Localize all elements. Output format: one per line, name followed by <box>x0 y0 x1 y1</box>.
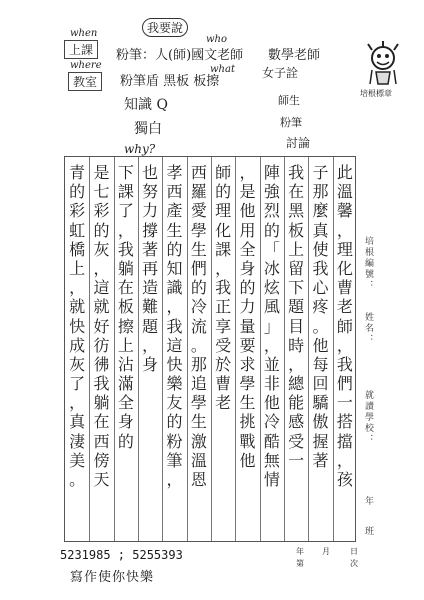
essay-char: 全 <box>117 393 134 413</box>
essay-char: 西 <box>190 163 207 182</box>
essay-char: 驕 <box>312 393 329 413</box>
essay-char: 擋 <box>336 431 353 451</box>
grid-column-divider <box>162 157 163 541</box>
essay-char: 情 <box>263 470 280 489</box>
essay-char: 曹 <box>215 374 232 394</box>
essay-char: 的 <box>263 220 280 240</box>
essay-column <box>140 163 160 374</box>
essay-char: 淒 <box>69 431 86 451</box>
essay-char: 再 <box>142 258 159 278</box>
essay-char: 沾 <box>117 354 134 374</box>
essay-char: 我 <box>117 239 134 259</box>
essay-char: ， <box>288 354 305 374</box>
essay-char: 這 <box>166 335 183 355</box>
essay-char: ， <box>93 258 110 278</box>
essay-char: 力 <box>239 297 256 317</box>
essay-char: 撐 <box>142 220 159 240</box>
essay-char: 也 <box>142 163 159 182</box>
essay-char: 西 <box>166 182 183 202</box>
essay-char: 著 <box>142 239 159 259</box>
essay-char: 美 <box>69 450 86 470</box>
essay-char: 炫 <box>263 278 280 298</box>
essay-char: 橋 <box>69 239 86 259</box>
date-day: 日 <box>350 547 358 556</box>
essay-char: 理 <box>215 201 232 221</box>
essay-char: 子 <box>312 163 329 182</box>
essay-char: 在 <box>93 412 110 432</box>
grid-column-divider <box>187 157 188 541</box>
essay-char: 造 <box>142 278 159 298</box>
essay-column <box>286 163 306 470</box>
essay-char: ， <box>336 450 353 470</box>
essay-column <box>335 163 355 489</box>
essay-char: 能 <box>288 393 305 413</box>
essay-char: 就 <box>93 297 110 317</box>
essay-char: 努 <box>142 182 159 202</box>
essay-char: 著 <box>312 450 329 470</box>
essay-char: 上 <box>69 258 86 278</box>
essay-char: 在 <box>117 278 134 298</box>
essay-char: 生 <box>166 220 183 240</box>
essay-char: 的 <box>190 278 207 298</box>
essay-char: 使 <box>312 239 329 259</box>
essay-char: 題 <box>288 297 305 317</box>
essay-char: 成 <box>69 335 86 355</box>
essay-char: ， <box>69 393 86 413</box>
essay-char: 好 <box>93 316 110 336</box>
essay-char: 愛 <box>190 201 207 221</box>
essay-char: 學 <box>239 374 256 394</box>
essay-column <box>262 163 282 489</box>
essay-column <box>92 163 112 489</box>
essay-char: 。 <box>69 470 86 489</box>
essay-char: 於 <box>215 354 232 374</box>
essay-char: 受 <box>215 335 232 355</box>
essay-char: 追 <box>190 374 207 394</box>
essay-char: 心 <box>312 278 329 298</box>
essay-column <box>165 163 185 489</box>
essay-char: 正 <box>215 297 232 317</box>
essay-char: 我 <box>215 278 232 298</box>
essay-char: 下 <box>117 163 134 182</box>
note-line1: 粉筆：人(師)國文老師 <box>116 48 244 63</box>
essay-char: 並 <box>263 354 280 374</box>
essay-char: 題 <box>142 316 159 336</box>
note-who: who <box>206 34 228 45</box>
essay-char: 全 <box>239 239 256 259</box>
bacon-logo <box>360 40 406 88</box>
note-what: what <box>210 64 235 75</box>
note-class-box: 上課 <box>64 40 98 59</box>
essay-char: ， <box>142 335 159 355</box>
essay-char: 真 <box>69 412 86 432</box>
footer-slogan: 寫作使你快樂 <box>70 570 155 585</box>
essay-char: ， <box>239 163 256 182</box>
essay-column <box>116 163 136 451</box>
grid-column-divider <box>211 157 212 541</box>
essay-char: 師 <box>215 163 232 182</box>
essay-char: 滿 <box>117 374 134 394</box>
note-right-a: 師生 <box>278 94 300 107</box>
essay-char: ， <box>263 335 280 355</box>
essay-char: 力 <box>142 201 159 221</box>
essay-char: 樂 <box>166 374 183 394</box>
note-i-say: 我要說 <box>142 18 188 37</box>
field-grade: 年 <box>363 496 373 507</box>
essay-char: 老 <box>336 297 353 317</box>
essay-char: 西 <box>93 431 110 451</box>
essay-char: 孩 <box>336 470 353 489</box>
essay-char: 留 <box>288 258 305 278</box>
essay-char: 傲 <box>312 412 329 432</box>
essay-char: 流 <box>190 316 207 336</box>
essay-char: 冷 <box>263 412 280 432</box>
essay-char: 。 <box>190 335 207 355</box>
essay-char: 我 <box>288 163 305 182</box>
note-line1b: 數學老師 <box>268 48 321 63</box>
essay-char: 陣 <box>263 163 280 182</box>
essay-char: 身 <box>142 354 159 374</box>
essay-char: 灰 <box>69 354 86 374</box>
essay-char: 量 <box>239 316 256 336</box>
writing-grid <box>64 156 356 542</box>
essay-char: 天 <box>93 470 110 489</box>
essay-char: 課 <box>215 239 232 259</box>
essay-char: ， <box>215 258 232 278</box>
essay-char: 目 <box>288 316 305 336</box>
note-line3: 知識 Q <box>124 97 168 113</box>
essay-char: 七 <box>93 182 110 202</box>
essay-char: 的 <box>117 431 134 451</box>
essay-char: 彩 <box>93 201 110 221</box>
essay-char: 疼 <box>312 297 329 317</box>
essay-char: 一 <box>336 393 353 413</box>
essay-char: 的 <box>239 278 256 298</box>
essay-char: 時 <box>288 335 305 355</box>
essay-char: 風 <box>263 297 280 317</box>
date-month: 月 <box>322 547 330 556</box>
essay-char: 虹 <box>69 220 86 240</box>
note-classroom-box: 教室 <box>68 72 102 91</box>
essay-char: 搭 <box>336 412 353 432</box>
essay-column <box>238 163 258 470</box>
grid-column-divider <box>308 157 309 541</box>
essay-char: 生 <box>190 412 207 432</box>
essay-char: 灰 <box>93 239 110 259</box>
essay-char: 強 <box>263 182 280 202</box>
field-bacon-number: 培根編號： <box>363 236 373 291</box>
essay-char: 他 <box>239 450 256 470</box>
essay-char: 我 <box>93 374 110 394</box>
note-right-c: 討論 <box>286 136 311 150</box>
essay-char: ， <box>166 470 183 489</box>
essay-char: 的 <box>69 182 86 202</box>
essay-char: 板 <box>117 297 134 317</box>
essay-char: 要 <box>239 335 256 355</box>
note-line4: 獨白 <box>134 121 162 137</box>
essay-char: 每 <box>312 354 329 374</box>
note-line2: 粉筆盾 黑板 板擦 <box>120 74 220 89</box>
essay-char: 馨 <box>336 201 353 221</box>
essay-char: 學 <box>190 393 207 413</box>
essay-char: 識 <box>166 278 183 298</box>
essay-char: 師 <box>336 316 353 336</box>
essay-char: ， <box>336 335 353 355</box>
essay-char: 受 <box>288 431 305 451</box>
essay-char: 的 <box>166 239 183 259</box>
essay-char: 擦 <box>117 316 134 336</box>
essay-char: 是 <box>93 163 110 182</box>
essay-char: 求 <box>239 354 256 374</box>
essay-char: 身 <box>239 258 256 278</box>
essay-char: 身 <box>117 412 134 432</box>
essay-char: 筆 <box>166 450 183 470</box>
essay-char: 課 <box>117 182 134 202</box>
essay-char: 。 <box>312 316 329 336</box>
grid-column-divider <box>284 157 285 541</box>
essay-char: 激 <box>190 431 207 451</box>
badge-label: 培根標章 <box>360 89 392 98</box>
essay-char: 青 <box>69 163 86 182</box>
essay-char: 學 <box>190 220 207 240</box>
grid-column-divider <box>260 157 261 541</box>
grid-column-divider <box>235 157 236 541</box>
essay-char: 溫 <box>190 450 207 470</box>
essay-char: 知 <box>166 258 183 278</box>
essay-char: 老 <box>215 393 232 413</box>
essay-char: 彩 <box>69 201 86 221</box>
essay-char: 上 <box>288 239 305 259</box>
essay-char: 在 <box>288 182 305 202</box>
essay-char: 了 <box>117 201 134 221</box>
essay-char: 們 <box>190 258 207 278</box>
essay-char: 那 <box>190 354 207 374</box>
essay-char: 了 <box>69 374 86 394</box>
essay-char: 恩 <box>190 470 207 489</box>
essay-column <box>213 163 233 412</box>
essay-char: 烈 <box>263 201 280 221</box>
essay-char: 我 <box>312 258 329 278</box>
note-line1c: 女子詮 <box>262 66 299 80</box>
essay-char: 的 <box>166 412 183 432</box>
essay-char: 此 <box>336 163 353 182</box>
essay-char: ， <box>117 220 134 240</box>
essay-char: 他 <box>312 335 329 355</box>
essay-char: 真 <box>312 220 329 240</box>
count-di: 第 <box>296 559 304 568</box>
field-name: 姓名： <box>363 312 373 345</box>
essay-char: 快 <box>166 354 183 374</box>
essay-char: 友 <box>166 393 183 413</box>
grid-column-divider <box>138 157 139 541</box>
essay-char: 享 <box>215 316 232 336</box>
essay-char: 生 <box>190 239 207 259</box>
essay-char: 躺 <box>93 393 110 413</box>
essay-char: 產 <box>166 201 183 221</box>
essay-char: 的 <box>215 182 232 202</box>
essay-char: 回 <box>312 374 329 394</box>
note-where: where <box>70 60 102 71</box>
essay-char: 冷 <box>190 297 207 317</box>
essay-char: 感 <box>288 412 305 432</box>
essay-char: 躺 <box>117 258 134 278</box>
essay-char: 一 <box>288 450 305 470</box>
essay-char: 溫 <box>336 182 353 202</box>
essay-char: 難 <box>142 297 159 317</box>
count-ci: 次 <box>350 559 358 568</box>
essay-char: 麼 <box>312 201 329 221</box>
essay-char: 我 <box>336 354 353 374</box>
essay-char: 那 <box>312 182 329 202</box>
essay-char: ， <box>166 297 183 317</box>
field-school: 就讀學校： <box>363 390 373 445</box>
essay-char: 彿 <box>93 354 110 374</box>
essay-char: 」 <box>263 316 280 336</box>
essay-char: 我 <box>166 316 183 336</box>
essay-char: 孝 <box>166 163 183 182</box>
essay-char: 的 <box>93 220 110 240</box>
essay-char: 總 <box>288 374 305 394</box>
essay-char: ， <box>336 220 353 240</box>
essay-char: 傍 <box>93 450 110 470</box>
essay-char: 握 <box>312 431 329 451</box>
essay-char: 這 <box>93 278 110 298</box>
essay-char: 酷 <box>263 431 280 451</box>
essay-char: 化 <box>215 220 232 240</box>
essay-char: 們 <box>336 374 353 394</box>
essay-column <box>189 163 209 489</box>
essay-char: 非 <box>263 374 280 394</box>
essay-char: 無 <box>263 450 280 470</box>
grid-column-divider <box>89 157 90 541</box>
date-year: 年 <box>296 547 304 556</box>
essay-char: 快 <box>69 316 86 336</box>
footer-phone: 5231985 ; 5255393 <box>60 548 183 562</box>
essay-column <box>67 163 87 489</box>
essay-column <box>311 163 331 470</box>
essay-char: 生 <box>239 393 256 413</box>
note-right-b: 粉筆 <box>280 116 302 129</box>
essay-char: 彷 <box>93 335 110 355</box>
note-why: why? <box>124 142 156 156</box>
essay-char: 理 <box>336 239 353 259</box>
essay-char: 羅 <box>190 182 207 202</box>
grid-column-divider <box>333 157 334 541</box>
essay-char: 他 <box>263 393 280 413</box>
essay-char: 曹 <box>336 278 353 298</box>
essay-char: 戰 <box>239 431 256 451</box>
essay-char: 上 <box>117 335 134 355</box>
essay-char: 「 <box>263 239 280 259</box>
essay-char: 黑 <box>288 201 305 221</box>
essay-char: 就 <box>69 297 86 317</box>
essay-char: ， <box>69 278 86 298</box>
essay-char: 他 <box>239 201 256 221</box>
essay-char: 化 <box>336 258 353 278</box>
grid-column-divider <box>114 157 115 541</box>
note-when: when <box>70 28 98 39</box>
essay-char: 板 <box>288 220 305 240</box>
essay-char: 挑 <box>239 412 256 432</box>
bacon-mascot-icon <box>360 40 406 88</box>
essay-char: 粉 <box>166 431 183 451</box>
essay-char: 是 <box>239 182 256 202</box>
essay-char: 下 <box>288 278 305 298</box>
essay-char: 冰 <box>263 258 280 278</box>
field-class: 班 <box>363 526 373 537</box>
essay-char: 用 <box>239 220 256 240</box>
